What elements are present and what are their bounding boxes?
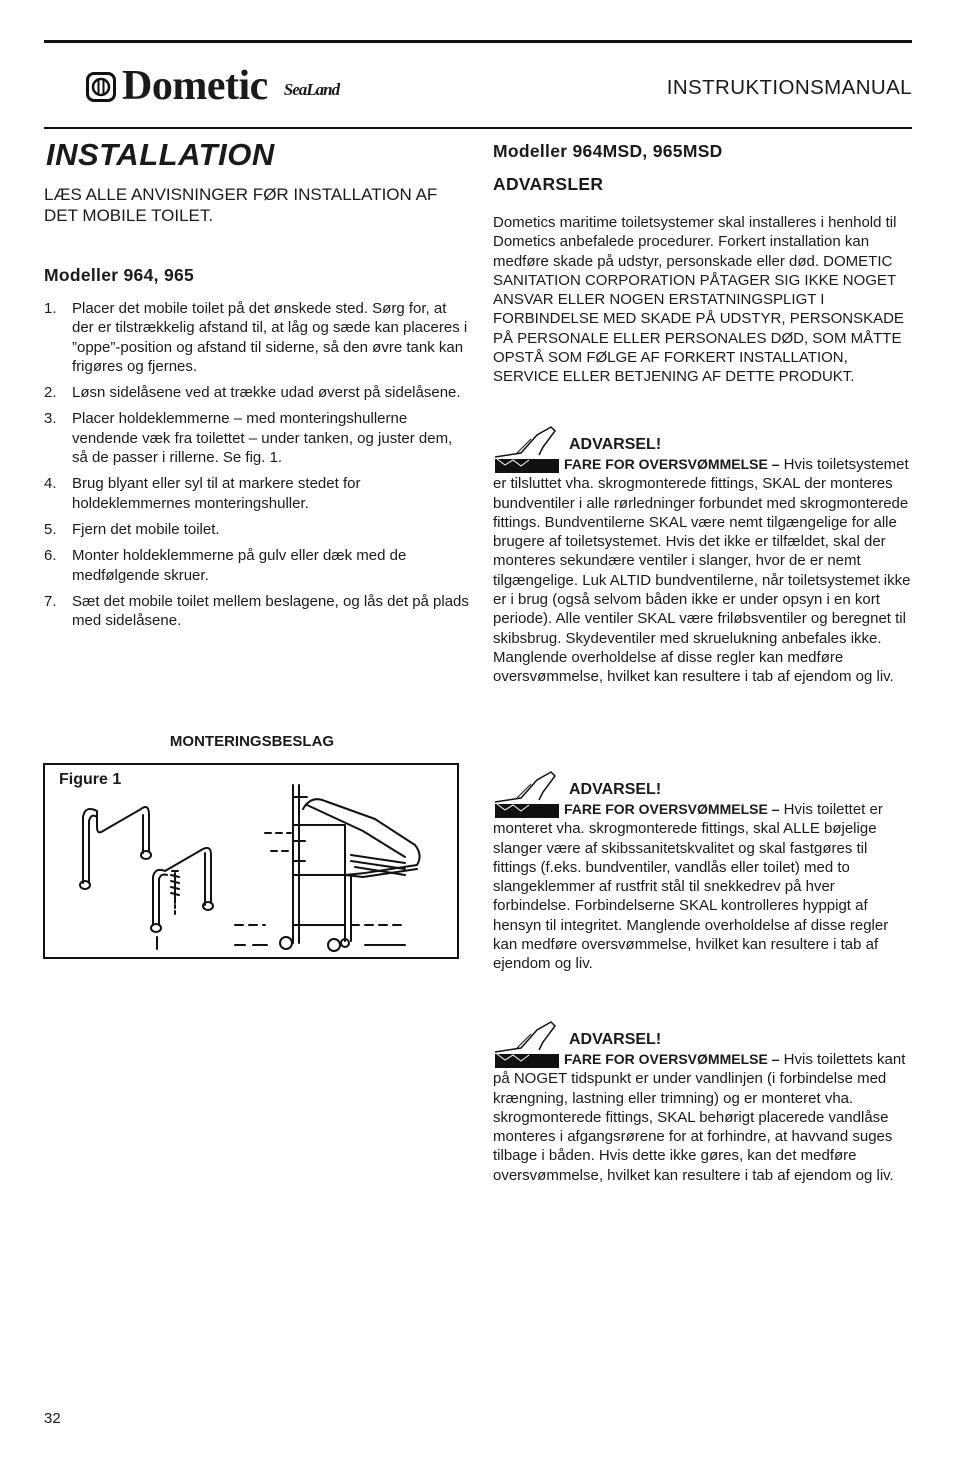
step-text: Løsn sidelåsene ved at trække udad øverst på sidelåsene.	[72, 384, 461, 402]
warning-body: Hvis toiletsystemet er tilsluttet vha. skrogmonterede fittings, SKAL der monteres bundventiler i alle rørledninger forbundet med skrogmonterede fittings. Bundventilerne SKAL være nemt tilgængelige for alle brugere af toiletsystemet. Hvis det ikke er tilfældet, skal der monteres sekundære ventiler i slanger, hvor de er nemt tilgængelige. Luk ALTID bundventilerne, når toiletsystemet ikke er i brug (også selvom båden ikke er under opsyn i en kort periode). Alle ventiler SKAL være friløbsventiler og beregnet til skibsbrug. Skydeventiler med skruelukning anbefales ikke. Manglende overholdelse af disse regler kan medføre oversvømmelse, hvilket kan resultere i tab af ejendom og liv.	[493, 456, 911, 686]
header-top-rule	[44, 40, 912, 43]
models-heading-left: Modeller 964, 965	[44, 265, 195, 285]
warning-text	[493, 1050, 913, 1185]
step-item	[44, 409, 469, 467]
header-bottom-rule	[44, 127, 912, 129]
warning-title: ADVARSEL!	[569, 1031, 662, 1048]
step-number: 7.	[44, 592, 57, 610]
warning-title: ADVARSEL!	[569, 436, 662, 453]
step-item	[44, 520, 469, 539]
step-text: Monter holdeklemmerne på gulv eller dæk med de medfølgende skruer.	[72, 547, 407, 584]
warning-lead: FARE FOR OVERSVØMMELSE –	[564, 801, 780, 817]
warning-lead: FARE FOR OVERSVØMMELSE –	[564, 1051, 780, 1067]
models-heading-right: Modeller 964MSD, 965MSD	[493, 141, 723, 161]
page-title: INSTALLATION	[46, 137, 275, 172]
step-text: Placer det mobile toilet på det ønskede sted. Sørg for, at der er tilstrækkelig afstand til, at låg og sæde kan placeres i ”oppe”-position og afstand til siderne, så den øvre tank kan frigøres og fjernes.	[72, 300, 468, 375]
step-item	[44, 474, 469, 513]
mounting-bracket-illustration	[45, 765, 457, 957]
step-item	[44, 592, 469, 631]
manual-title: INSTRUKTIONSMANUAL	[666, 76, 912, 99]
warnings-heading: ADVARSLER	[493, 174, 604, 194]
warning-text	[493, 800, 913, 974]
warnings-intro: Dometics maritime toiletsystemer skal installeres i henhold til Dometics anbefalede procedurer. Forkert installation kan medføre skade på udstyr, personskade eller død. DOMETIC SANITATION CORPORATION PÅTAGER SIG IKKE NOGET ANSVAR ELLER NOGEN ERSTATNINGSPLIGT I FORBINDELSE MED SKADE PÅ UDSTYR, PERSONSKADE PÅ PERSONALE ELLER PERSONALES DØD, SOM MÅTTE OPSTÅ SOM FØLGE AF FORKERT INSTALLATION, SERVICE ELLER BETJENING AF DETTE PRODUKT.	[493, 214, 904, 386]
sub-brand-name: SeaLand	[283, 80, 340, 99]
warning-body: Hvis toilettet er monteret vha. skrogmonterede fittings, skal ALLE bøjelige slanger være af skibssanitetskvalitet og skal fastgøres til fittings (f.eks. bundventiler, vandlås eller toilet) med to slangeklemmer af rustfrit stål til snekkedrev på hver forbindelse. Forbindelserne SKAL kontrolleres hyppigt af hensyn til integritet. Manglende overholdelse af disse regler kan medføre oversvømmelse, hvilket kan resultere i tab af ejendom og liv.	[493, 801, 889, 973]
step-item	[44, 383, 469, 402]
installation-steps	[44, 299, 469, 637]
brand-name: Dometic	[122, 63, 268, 109]
step-item	[44, 299, 469, 376]
step-text: Sæt det mobile toilet mellem beslagene, og lås det på plads med sidelåsene.	[72, 592, 469, 630]
step-number: 1.	[44, 300, 57, 317]
warning-body: Hvis toilettets kant på NOGET tidspunkt er under vandlinjen (i forbindelse med krængning, lastning eller trimning) og er monteret vha. skrogmonterede fittings, SKAL behørigt placerede vandlåse monteres i afgangsrørene for at forhindre, at havvand suges tilbage i båden. Hvis dette ikke gøres, kan det medføre oversvømmelse, hvilket kan resultere i tab af ejendom og liv.	[493, 1051, 906, 1184]
warning-lead: FARE FOR OVERSVØMMELSE –	[564, 456, 780, 472]
step-number: 6.	[44, 547, 57, 565]
step-number: 3.	[44, 410, 57, 428]
figure-caption: MONTERINGSBESLAG	[169, 733, 335, 750]
warning-title: ADVARSEL!	[569, 781, 662, 798]
warning-text	[493, 455, 913, 687]
step-text: Brug blyant eller syl til at markere stedet for holdeklemmernes monteringshuller.	[72, 475, 361, 512]
dometic-logo-mark	[86, 72, 116, 102]
step-text: Placer holdeklemmerne – med monteringshullerne vendende væk fra toilettet – under tanken, og juster dem, så de passer i rillerne. Se fig. 1.	[72, 410, 453, 467]
dometic-logo	[86, 63, 340, 109]
step-number: 5.	[44, 520, 57, 538]
figure-1	[43, 763, 459, 959]
step-item	[44, 546, 469, 585]
figure-label: Figure 1	[59, 771, 122, 788]
page-number: 32	[44, 1410, 61, 1427]
intro-text: LÆS ALLE ANVISNINGER FØR INSTALLATION AF DET MOBILE TOILET.	[44, 185, 438, 225]
step-text: Fjern det mobile toilet.	[72, 520, 220, 538]
step-number: 2.	[44, 384, 57, 402]
step-number: 4.	[44, 475, 57, 493]
